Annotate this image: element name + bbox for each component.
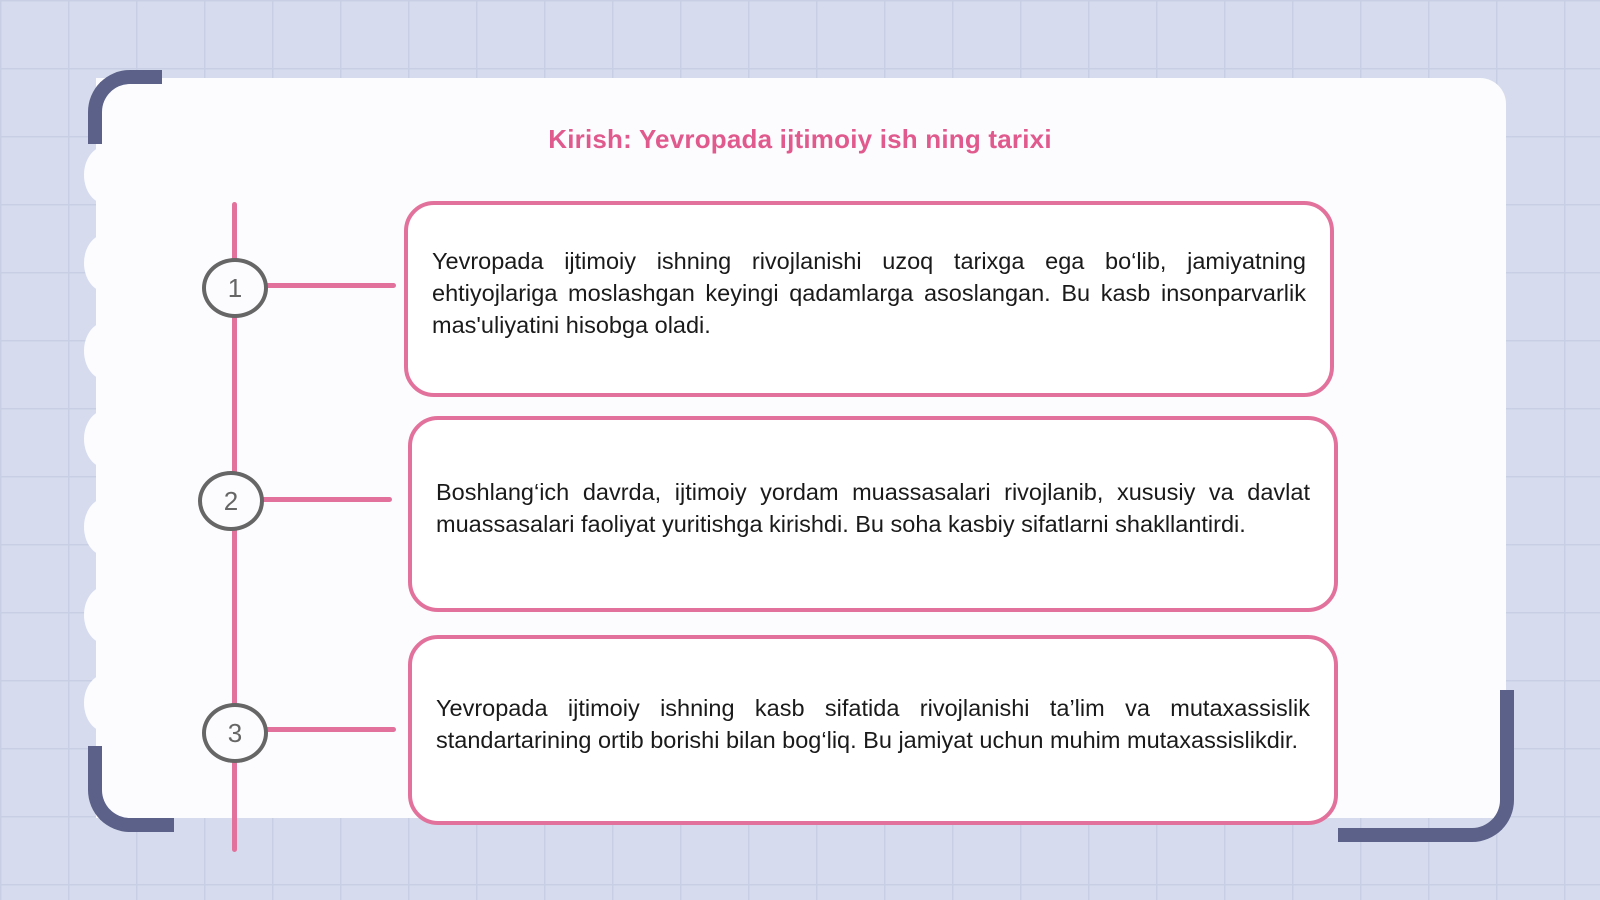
timeline-connector (258, 497, 392, 502)
card-edge-scallop (84, 146, 128, 204)
card-edge-scallop (84, 234, 128, 292)
step-box-2 (408, 416, 1338, 612)
corner-bracket-bottom-left (88, 746, 174, 832)
card-edge-scallop (84, 498, 128, 556)
step-box-1 (404, 201, 1334, 397)
slide-title: Kirish: Yevropada ijtimoiy ish ning tarixi (548, 124, 1052, 154)
step-marker-3: 3 (202, 703, 268, 763)
step-text-1: Yevropada ijtimoiy ishning rivojlanishi uzoq tarixga ega bo‘lib, jamiyatning ehtiyojlariga moslashgan keyingi qadamlarga asoslangan. Bu kasb insonparvarlik mas'uliyatini hisobga oladi. (432, 248, 1306, 338)
timeline-connector (262, 727, 396, 732)
card-edge-scallop (84, 322, 128, 380)
step-text-2: Boshlang‘ich davrda, ijtimoiy yordam muassasalari rivojlanib, xususiy va davlat muassasalari faoliyat yuritishga kirishdi. Bu soha kasbiy sifatlarni shakllantirdi. (436, 479, 1310, 537)
step-box-3 (408, 635, 1338, 825)
timeline-connector (262, 283, 396, 288)
card-edge-scallop (84, 674, 128, 732)
step-marker-2: 2 (198, 471, 264, 531)
card-edge-scallop (84, 410, 128, 468)
card-edge-scallop (84, 586, 128, 644)
corner-bracket-bottom-right (1338, 690, 1514, 842)
step-marker-1: 1 (202, 258, 268, 318)
step-text-3: Yevropada ijtimoiy ishning kasb sifatida rivojlanishi ta’lim va mutaxassislik standartarining ortib borishi bilan bog‘liq. Bu jamiyat uchun muhim mutaxassislikdir. (436, 695, 1310, 753)
